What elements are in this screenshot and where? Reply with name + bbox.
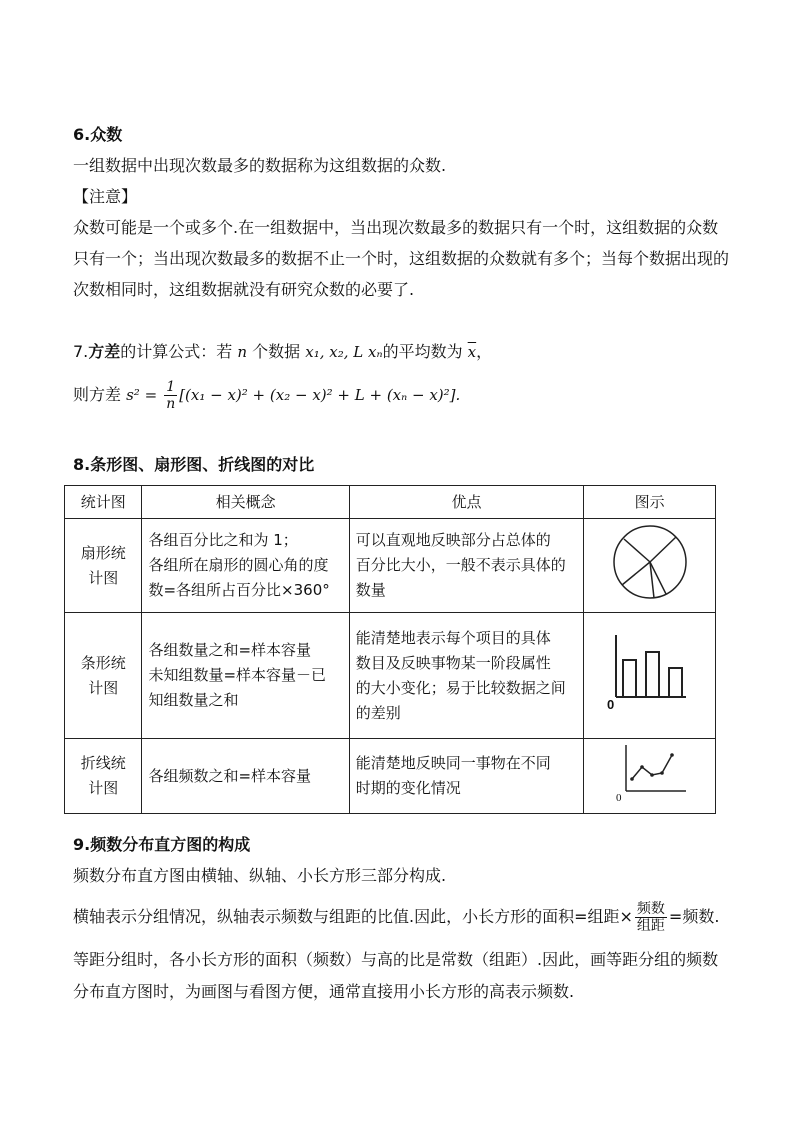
concept-line: 未知组数量=样本容量－已 [148, 666, 327, 684]
advantage-line: 能清楚地反映同一事物在不同 [355, 754, 551, 772]
advantage-cell [349, 519, 583, 613]
concept-line: 各组数量之和=样本容量 [148, 641, 312, 659]
chart-name-line: 计图 [88, 678, 119, 697]
advantage-line: 时期的变化情况 [355, 779, 461, 797]
table-header-row [65, 486, 716, 519]
fraction-numerator: 1 [166, 379, 176, 395]
variance-formula [73, 378, 460, 412]
section-7-text-c: 的平均数为 [382, 342, 463, 361]
section-9-title: 9.频数分布直方图的构成 [73, 835, 251, 854]
section-7-line-1 [73, 342, 492, 362]
table-row [65, 739, 716, 814]
fraction-denominator: n [166, 396, 176, 412]
concept-cell [142, 613, 349, 739]
data-sequence: x₁, x₂, L xₙ [305, 343, 383, 361]
section-7-prefix: 7. [73, 342, 89, 361]
chart-name [65, 519, 142, 613]
chart-name-line: 计图 [88, 779, 119, 797]
section-7-text-a: 的计算公式：若 [120, 342, 233, 361]
advantage-cell [349, 613, 583, 739]
advantage-line: 数量 [355, 581, 386, 599]
advantage-line: 的大小变化；易于比较数据之间 [355, 678, 566, 697]
section-6-title: 6.众数 [73, 125, 123, 144]
section-9-line-2-text: 横轴表示分组情况，纵轴表示频数与组距的比值.因此，小长方形的面积=组距× [73, 907, 633, 926]
section-8-title: 8.条形图、扇形图、折线图的对比 [73, 455, 315, 474]
chart-name-line: 扇形统 [80, 543, 126, 562]
concept-line: 数=各组所占百分比×360° [148, 581, 330, 599]
section-9-line-4: 分布直方图时，为画图与看图方便，通常直接用小长方形的高表示频数. [73, 982, 575, 1001]
pie-chart-illustration [584, 519, 716, 613]
fraction-numerator: 频数 [636, 901, 665, 917]
section-9-line-1: 频数分布直方图由横轴、纵轴、小长方形三部分构成. [73, 866, 447, 885]
table-row [65, 613, 716, 739]
section-7-title: 方差 [88, 342, 121, 361]
header-concepts: 相关概念 [142, 486, 349, 519]
frequency-fraction [635, 901, 667, 934]
pie-chart-icon [610, 522, 690, 602]
advantage-line: 百分比大小，一般不表示具体的 [355, 556, 566, 574]
advantage-line: 能清楚地表示每个项目的具体 [355, 628, 551, 647]
line-chart-icon [610, 741, 690, 803]
comparison-table [64, 485, 716, 814]
bar-chart-illustration [584, 613, 716, 739]
chart-name [65, 739, 142, 814]
section-9-line-2-end: =频数. [668, 907, 720, 926]
concept-cell [142, 739, 349, 814]
concept-cell [142, 519, 349, 613]
note-label: 【注意】 [73, 187, 138, 206]
line-chart-illustration [584, 739, 716, 814]
chart-name-line: 计图 [88, 568, 119, 587]
concept-line: 各组频数之和=样本容量 [148, 766, 312, 785]
header-chart-type: 统计图 [65, 486, 142, 519]
concept-line: 各组所在扇形的圆心角的度 [148, 556, 329, 574]
concept-line: 知组数量之和 [148, 691, 239, 709]
bar-chart-zero-label: 0 [606, 696, 614, 712]
line-chart-zero-label: 0 [615, 792, 622, 803]
note-line-1: 众数可能是一个或多个.在一组数据中，当出现次数最多的数据只有一个时，这组数据的众数 [73, 218, 719, 237]
advantage-line: 可以直观地反映部分占总体的 [355, 531, 551, 549]
mean-symbol: $\overline{x}$ [467, 343, 477, 361]
variable-n: n [237, 343, 248, 361]
chart-name-line: 折线统 [80, 754, 126, 772]
section-7-end: ， [476, 342, 493, 361]
advantage-cell [349, 739, 583, 814]
formula-body: [(x₁ − x)² + (x₂ − x)² + L + (xₙ − x)²]. [179, 386, 461, 404]
bar-chart-icon [600, 627, 700, 717]
section-6-definition: 一组数据中出现次数最多的数据称为这组数据的众数. [73, 156, 447, 175]
note-line-3: 次数相同时，这组数据就没有研究众数的必要了. [73, 280, 415, 299]
variance-fraction [164, 379, 177, 412]
variance-symbol: s² = [126, 386, 158, 404]
header-advantages: 优点 [349, 486, 583, 519]
chart-name [65, 613, 142, 739]
table-row [65, 519, 716, 613]
section-9-line-3: 等距分组时，各小长方形的面积（频数）与高的比是常数（组距）.因此，画等距分组的频数 [73, 950, 719, 969]
chart-name-line: 条形统 [80, 653, 126, 672]
advantage-line: 数目及反映事物某一阶段属性 [355, 653, 551, 672]
advantage-line: 的差别 [355, 703, 401, 722]
header-illustration: 图示 [584, 486, 716, 519]
section-9-line-2 [73, 900, 719, 934]
concept-line: 各组百分比之和为 1； [148, 531, 298, 549]
note-line-2: 只有一个；当出现次数最多的数据不止一个时，这组数据的众数就有多个；当每个数据出现的 [73, 249, 730, 268]
fraction-denominator: 组距 [636, 918, 665, 934]
section-7-text-b: 个数据 [252, 342, 301, 361]
variance-label: 则方差 [73, 385, 122, 404]
